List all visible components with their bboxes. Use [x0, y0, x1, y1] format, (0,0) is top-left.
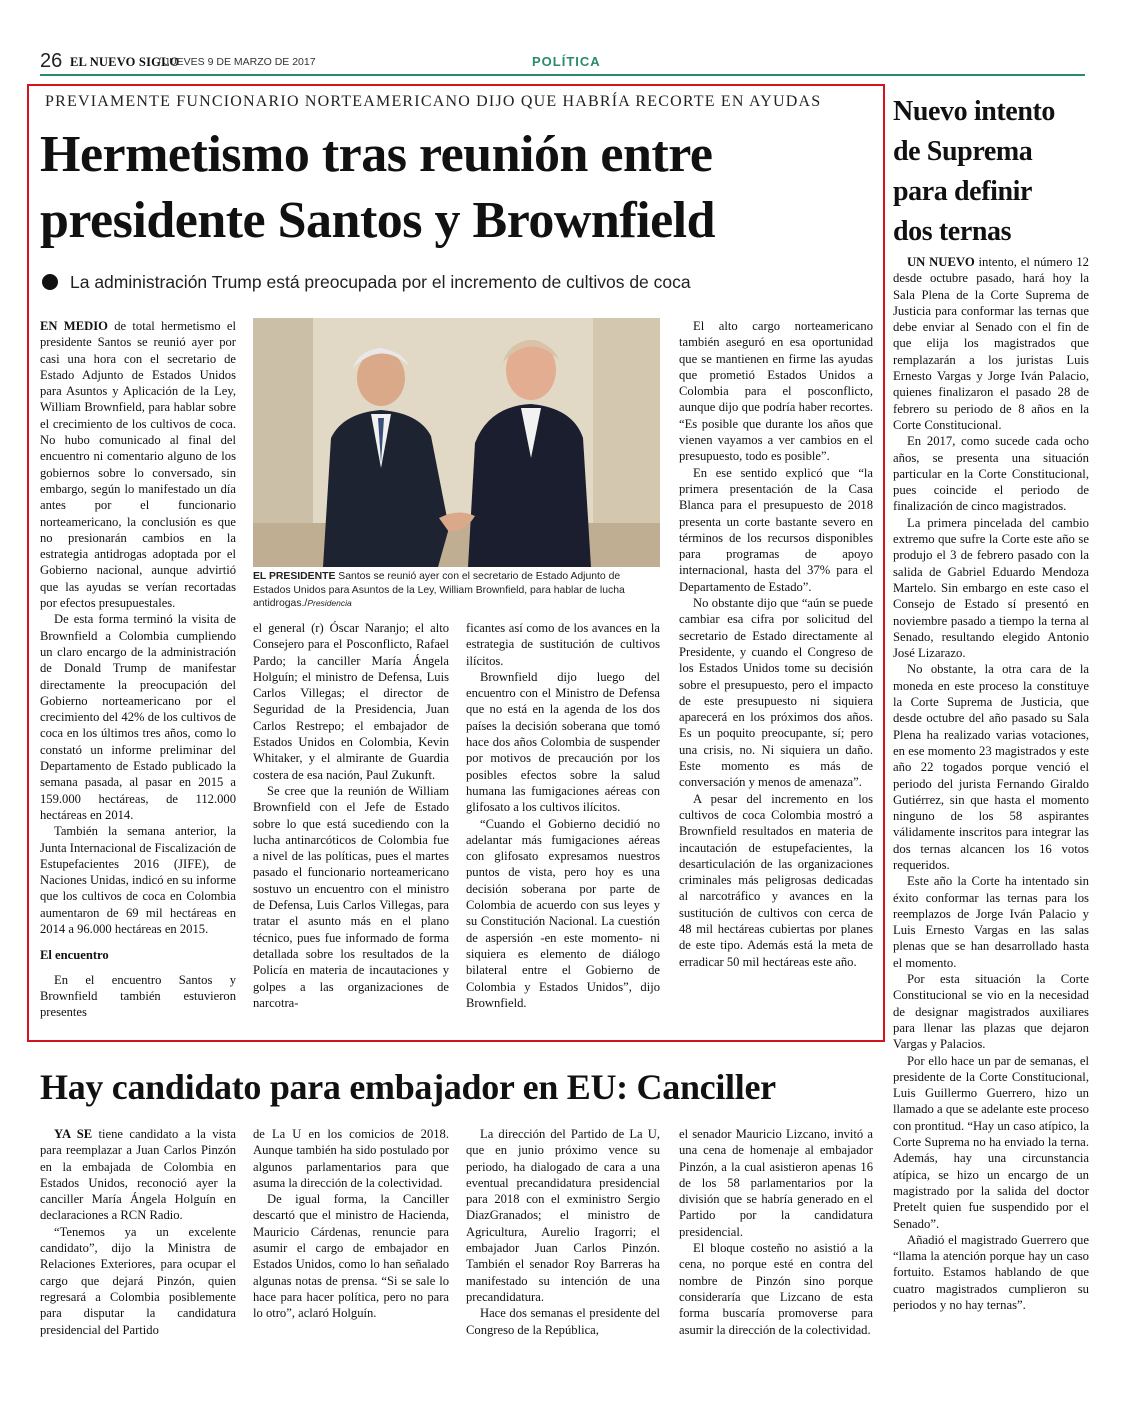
paragraph: También la semana anterior, la Junta Internacional de Fiscalización de Estupefacientes 2016 (JIFE), de Naciones Unidas, indicó en su informe que los cultivos de coca en Colombia aumentaron de 69 mil hectáreas en 2014 a 96.000 hectáreas en 2015.: [40, 824, 236, 936]
paragraph: De esta forma terminó la visita de Brownfield a Colombia cumpliendo un claro encargo de la administración de Donald Trump de manifestar directamente la preocupación del Gobierno norteamericano por el crecimiento del 42% de los cultivos de coca en los últimos tres años, como lo constató un informe preliminar del Departamento de Estado publicado la semana pasada, al pasar en 2015 a 159.000 hectáreas, de 112.000 hectáreas en 2014.: [40, 612, 236, 822]
issue-date: / JUEVES 9 DE MARZO DE 2017: [158, 56, 316, 68]
paragraph: YA SE tiene candidato a la vista para reemplazar a Juan Carlos Pinzón en la embajada de Colombia en Estados Unidos, reconoció ayer la canciller María Ángela Holguín en declaraciones a RCN Radio.: [40, 1127, 236, 1223]
article-photo: [253, 318, 660, 567]
main-column-2: [253, 620, 449, 1011]
handshake-photo-illustration: [253, 318, 660, 567]
article-deck: [42, 272, 872, 293]
subheading: El encuentro: [40, 948, 109, 963]
bottom-article-headline: Hay candidato para embajador en EU: Canciller: [40, 1067, 776, 1107]
paragraph: “Tenemos ya un excelente candidato”, dijo la Ministra de Relaciones Exteriores, para ocupar el cargo que dejará Pinzón, quien regresará a Colombia posiblemente para disputar la candidatura presidencial del Partido: [40, 1224, 236, 1337]
headline-line-2: presidente Santos y Brownfield: [40, 192, 716, 249]
paragraph: La primera pincelada del cambio extremo que sufre la Corte este año se produjo el 3 de febrero pasado con la salida de Gabriel Eduardo Mendoza Martelo. Sin embargo en este caso el Consejo de Estado sí presentó en noviembre pasado a tiempo la terna al Senado, resultando elegido Antonio José Lizarazo.: [893, 515, 1089, 661]
lead-words: UN NUEVO: [907, 255, 975, 269]
paragraph: En 2017, como sucede cada ocho años, se presenta una situación particular en la Corte Constitucional, pues coincide el periodo de finalización de cinco magistrados.: [893, 434, 1089, 514]
paragraph: El alto cargo norteamericano también aseguró en esa oportunidad que se mantienen en firme las ayudas que prometió Estados Unidos a Colombia para el posconflicto, aunque dijo que podría haber recortes. “Es posible que durante los años que vienen vayamos a ver cambios en el presupuesto, todo es posible”.: [679, 319, 873, 464]
paragraph: En el encuentro Santos y Brownfield también estuvieron presentes: [40, 972, 236, 1020]
paragraph: A pesar del incremento en los cultivos de coca Colombia mostró a Brownfield resultados en materia de incautación de estupefacientes, la desarticulación de las organizaciones criminales más peligrosas dedicadas al narcotráfico y avances en la sustitución de cultivos con cerca de 48 mil hectáreas cubiertas por planes de este tipo. Además está la meta de erradicar 50 mil hectáreas este año.: [679, 791, 873, 969]
bullet-dot-icon: [42, 274, 58, 290]
main-column-1: [40, 318, 236, 1020]
side-headline-line-4: dos ternas: [893, 216, 1012, 247]
header-rule: [40, 74, 1085, 76]
bottom-column-3: [466, 1126, 660, 1338]
main-column-3: [466, 620, 660, 1011]
paragraph: de La U en los comicios de 2018. Aunque también ha sido postulado por algunos parlamentarios para que asuma la dirección de la colectividad.: [253, 1127, 449, 1190]
photo-caption: [253, 570, 660, 611]
paragraph: Hace dos semanas el presidente del Congreso de la República,: [466, 1306, 660, 1337]
side-headline-line-2: de Suprema: [893, 136, 1033, 167]
paragraph: el general (r) Óscar Naranjo; el alto Consejero para el Posconflicto, Rafael Pardo; la canciller María Ángela Holguín; el ministro de Defensa, Luis Carlos Villegas; el director de Seguridad de la Presidencia, Juan Carlos Restrepo; el embajador de Estados Unidos en Colombia, Kevin Whitaker, y el almirante de Guardia costera de esa nación, Paul Zukunft.: [253, 621, 449, 782]
bottom-column-2: [253, 1126, 449, 1322]
paragraph: De igual forma, la Canciller descartó que el ministro de Hacienda, Mauricio Cárdenas, renuncie para asumir el cargo de embajador en Estados Unidos, como lo han señalado algunas notas de prensa. “Si se sale lo hace para hacer política, pero no para lo otro”, aclaró Holguín.: [253, 1192, 449, 1321]
paragraph: UN NUEVO intento, el número 12 desde octubre pasado, hará hoy la Sala Plena de la Corte Suprema de Justicia para conformar las ternas que debe enviar al Senado con el fin de que elija los magistrados que remplazarán a los juristas Luis Ernesto Vargas y Jorge Iván Palacio, quienes finalizaron el pasado 28 de febrero su periodo de 8 años en la Corte Constitucional.: [893, 255, 1090, 432]
paragraph: En ese sentido explicó que “la primera presentación de la Casa Blanca para el presupuesto de 2018 presenta un corte bastante severo en términos de los recursos disponibles para programas de apoyo internacional, hasta del 37% para el Departamento de Estado”.: [679, 465, 873, 594]
paragraph: No obstante dijo que “aún se puede cambiar esa cifra por solicitud del secretario de Estado directamente al Presidente, y cuando el Congreso de los Estados Unidos tome su decisión sobre el presupuesto, pero el impacto de este presupuesto ni siquiera aparecerá en los próximos dos años. Es un poquito preocupante, sí; pero una crisis, no. Ni siquiera un daño. Este momento es más de conversación y menos de amenaza”.: [679, 596, 873, 790]
side-article-headline: [893, 92, 1093, 252]
side-article-body: [893, 254, 1089, 1313]
bottom-column-1: [40, 1126, 236, 1338]
caption-lead: EL PRESIDENTE: [253, 571, 336, 582]
headline-line-1: Hermetismo tras reunión entre: [40, 126, 713, 183]
page-number: 26: [40, 50, 63, 72]
paragraph: Por ello hace un par de semanas, el presidente de la Corte Constitucional, Luis Guillermo Guerrero, hizo un llamado a que se adelante este proceso con prontitud. “Hay un caso atípico, la Corte Suprema no ha enviado la terna. Además, hay una circunstancia atípica, se hizo un encargo de un magistrado por la salida del doctor Pretelt quien fue suspendido por el Senado”.: [893, 1053, 1089, 1231]
paragraph: el senador Mauricio Lizcano, invitó a una cena de homenaje al embajador Pinzón, a la cual asistieron apenas 16 de los 58 parlamentarios por la división que se habría generado en el Partido por la candidatura presidencial.: [679, 1127, 873, 1239]
paragraph: Por esta situación la Corte Constitucional se vio en la necesidad de designar magistrados auxiliares para llenar las plazas que dejaron Vargas y Palacios.: [893, 972, 1089, 1052]
paragraph: Añadió el magistrado Guerrero que “llama la atención porque hay un caso fortuito. Estamos hablando de que cuatro magistrados cumplieron su periodos y no hay ternas”.: [893, 1232, 1089, 1312]
paragraph: “Cuando el Gobierno decidió no adelantar más fumigaciones aéreas con glifosato expresamos nuestros puntos de vista, pero hoy es una decisión soberana por parte de Colombia de acuerdo con sus leyes y su Constitución Nacional. La cuestión de aspersión -en este momento- ni siquiera es elemento de diálogo bilateral entre el Gobierno de Colombia y Estados Unidos”, dijo Brownfield.: [466, 816, 660, 1010]
page-header: [40, 50, 1085, 76]
paragraph: No obstante, la otra cara de la moneda en este proceso la constituye la Corte Suprema de Justicia, que desde octubre del año pasado su Sala Plena ha realizado varias votaciones, en ese momento 23 magistrados y este año 22 togados porque venció el periodo del jurista Fernando Giraldo Gutiérrez, sin que hasta el momento ninguno de los 58 aspirantes válidamente inscritos para integrar las dos ternas alcancen los 16 votos requeridos.: [893, 662, 1089, 872]
main-column-4: [679, 318, 873, 970]
lead-words: YA SE: [54, 1127, 93, 1141]
article-headline: [40, 122, 880, 254]
caption-text: Santos se reunió ayer con el secretario de Estado Adjunto de Estados Unidos para Asuntos de la Ley, William Brownfield, para hablar de lucha antidrogas./: [253, 571, 625, 610]
paragraph: Se cree que la reunión de William Brownfield con el Jefe de Estado sobre lo que está sucediendo con la lucha antinarcóticos de Colombia fue a nivel de las políticas, pues el martes pasado el funcionario norteamericano sostuvo un encuentro con el ministro de Defensa, Luis Carlos Villegas, para tratar el asunto más en el plano técnico, pues fue informado de forma detallada sobre los resultados de la Policía en materia de incautaciones y golpes a las organizaciones de narcotra-: [253, 783, 449, 1010]
photo-credit: Presidencia: [307, 598, 352, 609]
paragraph: Brownfield dijo luego del encuentro con el Ministro de Defensa que no está en la agenda de los dos países la decisión soberana que tomó hace dos años Colombia de suspender por motivos de precaución por los posibles efectos sobre la salud humana las fumigaciones aéreas con glifosato a los cultivos ilícitos.: [466, 669, 660, 815]
paragraph: El bloque costeño no asistió a la cena, no porque esté en contra del nombre de Pinzón sino porque consideraría que Lizcano de esta forma buscaría promoverse para asumir la dirección de la colectividad.: [679, 1241, 873, 1337]
bottom-column-4: [679, 1126, 873, 1338]
section-label: POLÍTICA: [532, 54, 601, 69]
paragraph: La dirección del Partido de La U, que en junio próximo vence su periodo, ha dialogado de cara a una eventual precandidatura presidencial para 2018 con el exministro Sergio DiazGranados; el ministro de Agricultura, Aurelio Iragorri; el embajador Juan Carlos Pinzón. También el senador Roy Barreras ha manifestado su intención de una precandidatura.: [466, 1127, 660, 1304]
paragraph: EN MEDIO de total hermetismo el presidente Santos se reunió ayer por casi una hora con el secretario de Estado Adjunto de Estados Unidos para Asuntos y Aplicación de la Ley, William Brownfield, para hablar sobre el crecimiento de los cultivos de coca. No hubo comunicado al final del encuentro ni comentario alguno de los gobiernos sobre lo conversado, sin embargo, según lo manifestado un día antes por el funcionario norteamericano, la conclusión es que no presionarán cambios en la estrategia antidrogas adoptada por el Gobierno nacional, aunque advirtió que las ayudas se verían recortadas por efectos presupuestales.: [40, 319, 236, 611]
paragraph: ficantes así como de los avances en la estrategia de sustitución de cultivos ilícitos.: [466, 621, 660, 668]
side-headline-line-3: para definir: [893, 176, 1033, 207]
publication-name: EL NUEVO SIGLO: [70, 55, 180, 69]
article-kicker: PREVIAMENTE FUNCIONARIO NORTEAMERICANO DIJO QUE HABRÍA RECORTE EN AYUDAS: [45, 93, 822, 110]
side-headline-line-1: Nuevo intento: [893, 96, 1056, 127]
lead-words: EN MEDIO: [40, 319, 108, 333]
paragraph: Este año la Corte ha intentado sin éxito conformar las ternas para los reemplazos de Jorge Iván Palacio y Luis Ernesto Vargas en las salas plenas que se han desarrollado hasta el momento.: [893, 874, 1089, 970]
deck-text: La administración Trump está preocupada por el incremento de cultivos de coca: [70, 272, 691, 292]
